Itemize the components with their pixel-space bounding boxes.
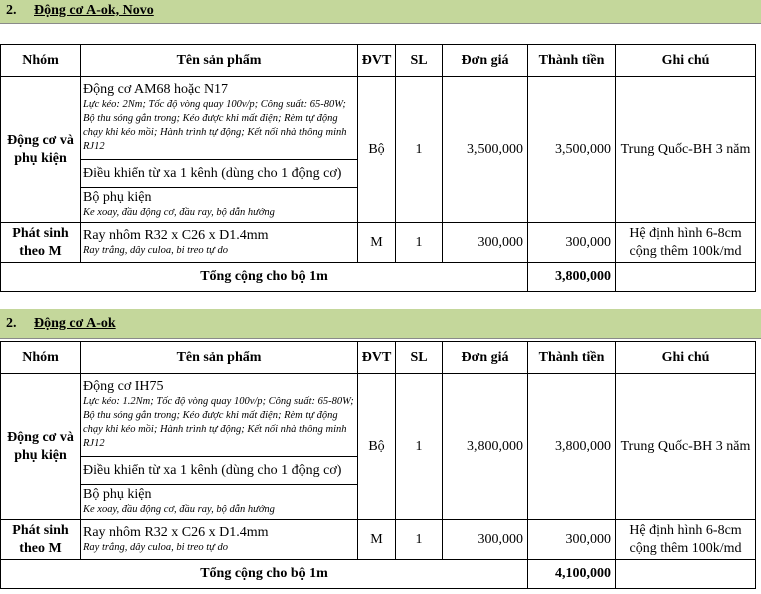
unit-cell: M [358, 223, 396, 263]
amount-cell: 300,000 [528, 520, 616, 560]
product-description: Lực kéo: 2Nm; Tốc độ vòng quay 100v/p; Công suất: 65-80W; Bộ thu sóng gắn trong; Kéo được khi mất điện; Rèm tự động chạy khi kéo mồi; Hành trình tự động; Kết nối nhà thông minh RJ12 [83, 99, 347, 152]
section-title: Động cơ A-ok, Novo [34, 3, 154, 18]
qty-cell: 1 [396, 520, 443, 560]
note-cell: Hệ định hình 6-8cm cộng thêm 100k/md [616, 223, 756, 263]
header-row [1, 342, 756, 374]
total-label: Tổng cộng cho bộ 1m [1, 560, 528, 589]
product-name: Điều khiển từ xa 1 kênh (dùng cho 1 động cơ) [81, 457, 358, 485]
price-table [0, 341, 756, 589]
group-cell: Phát sinh theo M [1, 223, 81, 263]
total-row [1, 560, 756, 589]
price-cell: 3,500,000 [443, 77, 528, 223]
product-cell [81, 485, 358, 520]
product-description: Lực kéo: 1.2Nm; Tốc độ vòng quay 100v/p; Công suất: 65-80W; Bộ thu sóng gắn trong; Kéo được khi mất điện; Rèm tự động chạy khi kéo mồi; Hành trình tự động; Kết nối nhà thông minh RJ12 [83, 396, 354, 449]
product-name: Điều khiển từ xa 1 kênh (dùng cho 1 động cơ) [81, 160, 358, 188]
empty-cell [616, 560, 756, 589]
price-cell: 300,000 [443, 223, 528, 263]
note-cell: Hệ định hình 6-8cm cộng thêm 100k/md [616, 520, 756, 560]
product-description: Ke xoay, đầu động cơ, đầu ray, bộ dẫn hướng [83, 504, 275, 515]
product-cell [81, 520, 358, 560]
product-cell [81, 77, 358, 160]
col-qty-header: SL [396, 45, 443, 77]
col-price-header: Đơn giá [443, 342, 528, 374]
product-cell [81, 223, 358, 263]
group-cell: Phát sinh theo M [1, 520, 81, 560]
empty-cell [616, 263, 756, 292]
product-name: Ray nhôm R32 x C26 x D1.4mm [83, 524, 269, 540]
total-label: Tổng cộng cho bộ 1m [1, 263, 528, 292]
section-number: 2. [6, 3, 17, 18]
total-value: 4,100,000 [528, 560, 616, 589]
product-name: Bộ phụ kiện [83, 190, 152, 205]
col-amount-header: Thành tiền [528, 342, 616, 374]
col-price-header: Đơn giá [443, 45, 528, 77]
table-row [1, 223, 756, 263]
note-cell: Trung Quốc-BH 3 năm [616, 77, 756, 223]
qty-cell: 1 [396, 77, 443, 223]
product-description: Ray trắng, dây culoa, bi treo tự do [83, 244, 229, 256]
price-cell: 300,000 [443, 520, 528, 560]
price-table [0, 44, 756, 292]
header-row [1, 45, 756, 77]
total-value: 3,800,000 [528, 263, 616, 292]
col-unit-header: ĐVT [358, 342, 396, 374]
amount-cell: 3,800,000 [528, 374, 616, 520]
note-cell: Trung Quốc-BH 3 năm [616, 374, 756, 520]
col-product-header: Tên sản phẩm [81, 45, 358, 77]
table-row [1, 77, 756, 160]
col-group-header: Nhóm [1, 45, 81, 77]
col-qty-header: SL [396, 342, 443, 374]
unit-cell: Bộ [358, 374, 396, 520]
col-note-header: Ghi chú [616, 45, 756, 77]
product-name: Bộ phụ kiện [83, 487, 152, 502]
section-header [0, 309, 761, 339]
amount-cell: 300,000 [528, 223, 616, 263]
price-cell: 3,800,000 [443, 374, 528, 520]
section-number: 2. [6, 316, 17, 331]
col-amount-header: Thành tiền [528, 45, 616, 77]
group-cell: Động cơ và phụ kiện [1, 77, 81, 223]
unit-cell: M [358, 520, 396, 560]
amount-cell: 3,500,000 [528, 77, 616, 223]
table-row [1, 520, 756, 560]
col-unit-header: ĐVT [358, 45, 396, 77]
product-cell [81, 374, 358, 457]
qty-cell: 1 [396, 223, 443, 263]
col-group-header: Nhóm [1, 342, 81, 374]
total-row [1, 263, 756, 292]
col-note-header: Ghi chú [616, 342, 756, 374]
product-name: Ray nhôm R32 x C26 x D1.4mm [83, 227, 269, 243]
product-name: Động cơ IH75 [83, 379, 164, 394]
table-row [1, 374, 756, 457]
product-name: Động cơ AM68 hoặc N17 [83, 82, 229, 97]
product-cell [81, 188, 358, 223]
qty-cell: 1 [396, 374, 443, 520]
col-product-header: Tên sản phẩm [81, 342, 358, 374]
section-header [0, 0, 761, 24]
group-cell: Động cơ và phụ kiện [1, 374, 81, 520]
product-description: Ray trắng, dây culoa, bi treo tự do [83, 541, 229, 553]
section-title: Động cơ A-ok [34, 316, 116, 331]
unit-cell: Bộ [358, 77, 396, 223]
product-description: Ke xoay, đầu động cơ, đầu ray, bộ dẫn hướng [83, 207, 275, 218]
